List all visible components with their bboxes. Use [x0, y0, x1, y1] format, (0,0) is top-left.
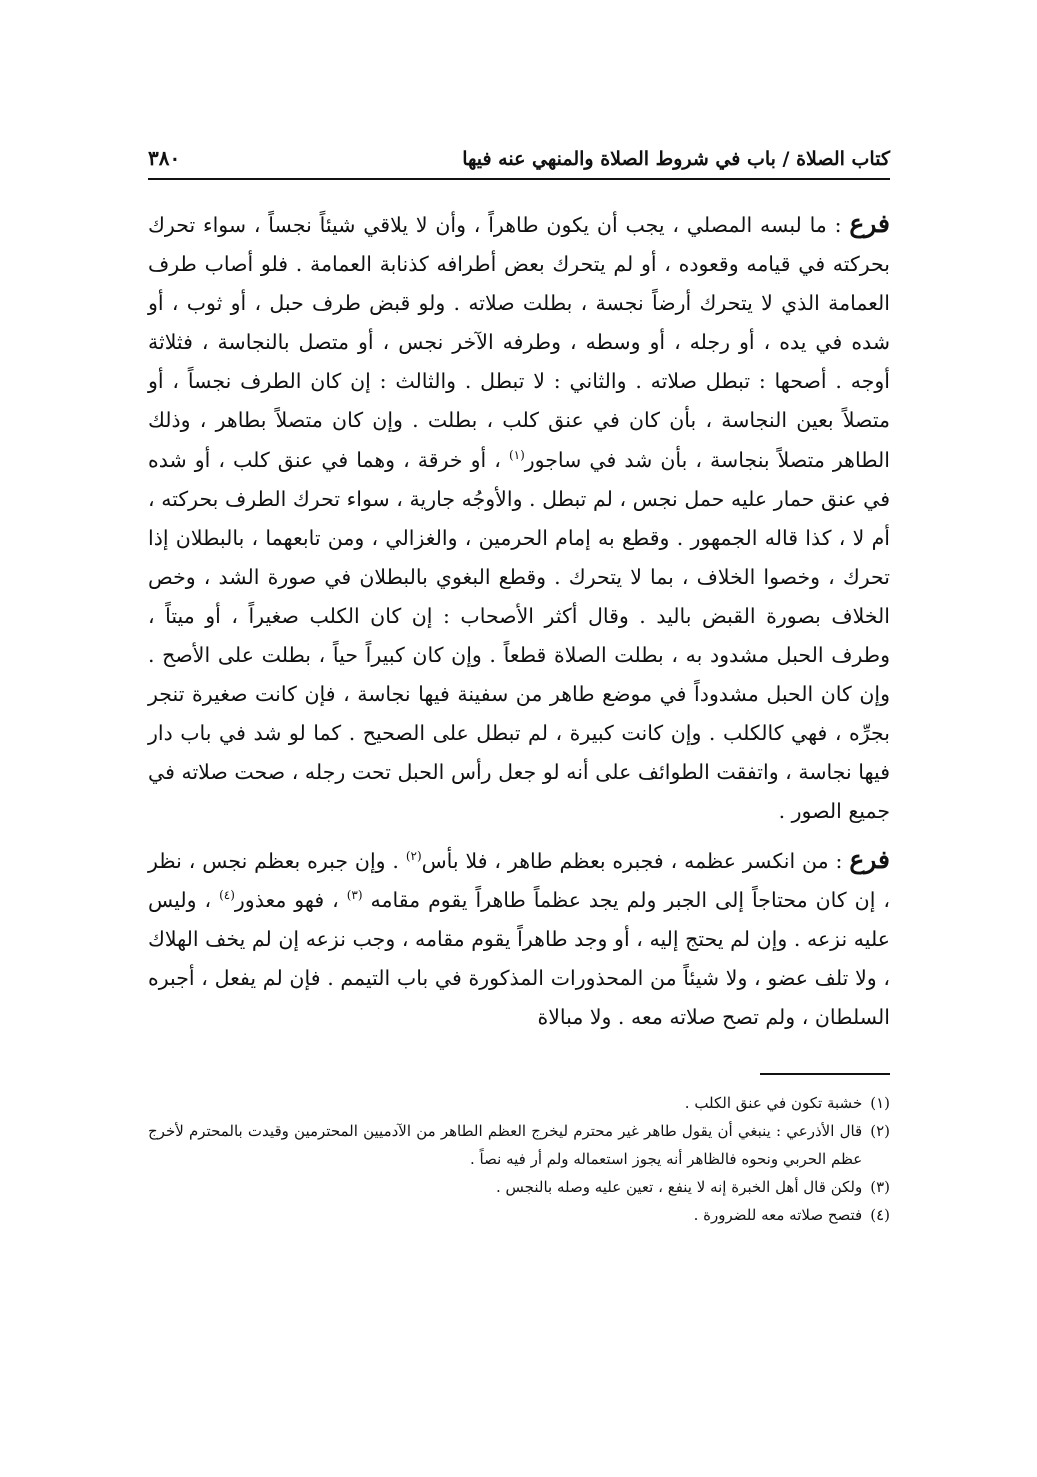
footnote-text: خشبة تكون في عنق الكلب .	[684, 1093, 863, 1112]
paragraph-1	[148, 204, 890, 832]
page-number: ٣٨٠	[148, 146, 181, 170]
footnote-ref: (١)	[508, 447, 525, 462]
footnote-text: فتصح صلاته معه للضرورة .	[693, 1205, 863, 1224]
footnote-item	[148, 1201, 890, 1229]
footnote-number: (٢)	[870, 1121, 890, 1140]
footnote-item	[148, 1173, 890, 1201]
paragraph-text: ، فهو معذور	[234, 887, 347, 912]
paragraph-text: . وإن جبره بعظم نجس ، نظر ، إن كان محتاجاً إلى الجبر ولم يجد عظماً طاهراً يقوم مقامه	[148, 848, 891, 912]
footnotes	[148, 1089, 890, 1229]
paragraph-2	[148, 840, 890, 1037]
footnote-ref: (٢)	[405, 848, 422, 863]
footnote-item	[148, 1089, 890, 1117]
footnote-number: (٤)	[870, 1205, 890, 1224]
footnote-text: قال الأذرعي : ينبغي أن يقول طاهر غير محترم ليخرج العظم الطاهر من الآدميين المحترمين وقيدت بالمحترم لأخرج عظم الحربي ونحوه فالظاهر أنه يجوز استعماله ولم أر فيه نصاً .	[148, 1121, 863, 1168]
paragraph-text: ، أو خرقة ، وهما في عنق كلب ، أو شده في عنق حمار عليه حمل نجس ، لم تبطل . والأوجُه جارية ، سواء تحرك الطرف بحركته ، أم لا ، كذا قاله الجمهور . وقطع به إمام الحرمين ، والغزالي ، ومن تابعهما ، بالبطلان إذا تحرك ، وخصوا الخلاف ، بما لا يتحرك . وقطع البغوي بالبطلان في صورة الشد ، وخص الخلاف بصورة القبض باليد . وقال أكثر الأصحاب : إن كان الكلب صغيراً ، أو ميتاً ، وطرف الحبل مشدود به ، بطلت الصلاة قطعاً . وإن كان كبيراً حياً ، بطلت على الأصح . وإن كان الحبل مشدوداً في موضع طاهر من سفينة فيها نجاسة ، فإن كانت صغيرة تنجر بجرِّه ، فهي كالكلب . وإن كانت كبيرة ، لم تبطل على الصحيح . كما لو شد في باب دار فيها نجاسة ، واتفقت الطوائف على أنه لو جعل رأس الحبل تحت رجله ، صحت صلاته في جميع الصور .	[148, 447, 890, 824]
footnote-number: (٣)	[870, 1177, 890, 1196]
page	[148, 138, 890, 1229]
body-text	[148, 204, 890, 1037]
paragraph-heading: فرع	[849, 209, 890, 238]
paragraph-text: ، وليس عليه نزعه . وإن لم يحتج إليه ، أو وجد طاهراً يقوم مقامه ، وجب نزعه إن لم يخف الهلاك ، ولا تلف عضو ، ولا شيئاً من المحذورات المذكورة في باب التيمم . فإن لم يفعل ، أجبره السلطان ، ولم تصح صلاته معه . ولا مبالاة	[148, 887, 890, 1029]
paragraph-text: : من انكسر عظمه ، فجبره بعظم طاهر ، فلا بأس	[421, 848, 850, 873]
footnote-number: (١)	[870, 1093, 890, 1112]
footnote-text: ولكن قال أهل الخبرة إنه لا ينفع ، تعين عليه وصله بالنجس .	[496, 1177, 863, 1196]
footnote-item	[148, 1117, 890, 1173]
paragraph-text: : ما لبسه المصلي ، يجب أن يكون طاهراً ، وأن لا يلاقي شيئاً نجساً ، سواء تحرك بحركته في قيامه وقعوده ، أو لم يتحرك بعض أطرافه كذنابة العمامة . فلو أصاب طرف العمامة الذي لا يتحرك أرضاً نجسة ، بطلت صلاته . ولو قبض طرف حبل ، أو ثوب ، أو شده في يده ، أو رجله ، أو وسطه ، وطرفه الآخر نجس ، أو متصل بالنجاسة ، فثلاثة أوجه . أصحها : تبطل صلاته . والثاني : لا تبطل . والثالث : إن كان الطرف نجساً ، أو متصلاً بعين النجاسة ، بأن كان في عنق كلب ، بطلت . وإن كان متصلاً بطاهر ، وذلك الطاهر متصلاً بنجاسة ، بأن شد في ساجور	[148, 213, 890, 472]
header-title: كتاب الصلاة / باب في شروط الصلاة والمنهي عنه فيها	[462, 148, 890, 170]
footnote-ref: (٤)	[219, 887, 235, 902]
footnote-divider	[760, 1073, 890, 1075]
footnote-ref: (٣)	[346, 887, 363, 902]
paragraph-heading: فرع	[849, 844, 890, 874]
running-header	[148, 138, 890, 180]
